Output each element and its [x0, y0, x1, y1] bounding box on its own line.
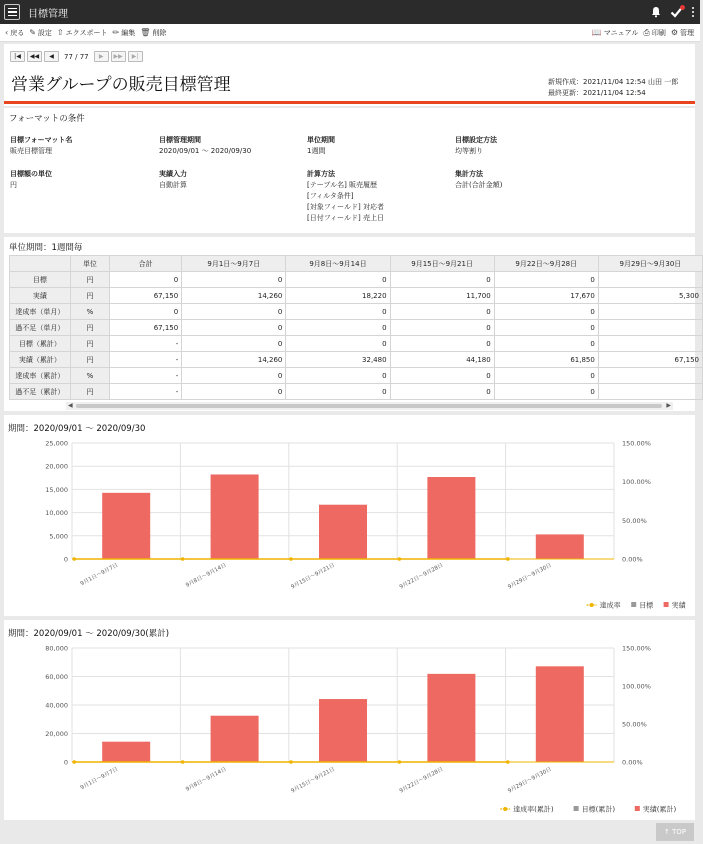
value-cell: 14,260 [182, 288, 286, 304]
column-header: 9月8日～9月14日 [286, 256, 390, 272]
cond-value: 自動計算 [159, 181, 187, 189]
legend-label: 目標(累計) [581, 805, 616, 814]
x-tick-label: 9月1日～9月7日 [79, 562, 120, 588]
prev-page-button[interactable]: ◀ [44, 51, 59, 62]
column-header: 9月22日～9月28日 [494, 256, 598, 272]
bar-actual [102, 493, 150, 559]
conditions-panel [4, 108, 695, 233]
table-row [10, 304, 703, 320]
value-cell: 0 [494, 384, 598, 400]
value-cell: 0 [390, 320, 494, 336]
column-header: 単位 [70, 256, 109, 272]
value-cell: 0 [110, 272, 182, 288]
table-row [10, 352, 703, 368]
chart-title: 期間：2020/09/01 ～ 2020/09/30 [8, 424, 146, 434]
value-cell: 0 [390, 304, 494, 320]
x-tick-label: 9月8日～9月14日 [184, 766, 228, 793]
back-to-top-button[interactable]: ↑ TOP [656, 823, 694, 841]
header-panel [4, 44, 695, 106]
arrow-up-icon: ↑ [663, 828, 673, 836]
legend-swatch [635, 806, 640, 811]
column-header [10, 256, 71, 272]
x-tick-label: 9月22日～9月28日 [398, 562, 445, 591]
bar-actual [211, 716, 259, 762]
cond-value: 1週間 [307, 147, 326, 155]
print-button[interactable]: ⎙ 印刷 [643, 27, 666, 37]
value-cell: 67,150 [110, 288, 182, 304]
bar-actual [427, 674, 475, 762]
next-10-button[interactable]: ▶▶ [111, 51, 126, 62]
y2-tick-label: 50.00% [622, 516, 647, 525]
delete-button[interactable]: 🗑 削除 [140, 28, 167, 37]
y-tick-label: 0 [63, 758, 68, 767]
updated-info: 最終更新：2021/11/04 12:54 [548, 89, 646, 97]
more-icon[interactable] [692, 7, 694, 17]
value-cell: 0 [182, 384, 286, 400]
cond-label: 目標設定方法 [455, 136, 497, 144]
value-cell: 0 [390, 336, 494, 352]
row-label: 過不足（単月） [10, 320, 71, 336]
value-cell: 0 [286, 304, 390, 320]
cond-label: 実績入力 [159, 170, 187, 178]
row-label: 達成率（単月） [10, 304, 71, 320]
bar-actual [536, 666, 584, 762]
back-button[interactable]: ‹ 戻る [5, 28, 25, 37]
value-cell [598, 320, 702, 336]
unit-cell: 円 [70, 272, 109, 288]
value-cell [598, 368, 702, 384]
row-label: 目標 [10, 272, 71, 288]
y-tick-label: 15,000 [45, 485, 68, 494]
next-page-button[interactable]: ▶ [94, 51, 109, 62]
table-row [10, 368, 703, 384]
column-header: 9月29日～9月30日 [598, 256, 702, 272]
row-label: 過不足（累計） [10, 384, 71, 400]
value-cell [598, 272, 702, 288]
row-label: 達成率（累計） [10, 368, 71, 384]
value-cell: 0 [182, 368, 286, 384]
y-tick-label: 80,000 [45, 644, 68, 653]
value-cell: 67,150 [110, 320, 182, 336]
cond-label: 目標額の単位 [10, 170, 52, 178]
export-button[interactable]: ⇧ エクスポート [56, 28, 108, 37]
bell-icon[interactable] [650, 6, 662, 18]
value-cell: 0 [286, 320, 390, 336]
weekly-chart [4, 415, 695, 616]
cond-value: 合計(合計金額) [455, 181, 503, 189]
legend-swatch-dot [503, 807, 507, 811]
toolbar [0, 24, 700, 42]
value-cell [598, 304, 702, 320]
bar-actual [319, 505, 367, 559]
admin-button[interactable]: ⚙ 管理 [670, 28, 694, 37]
value-cell: 67,150 [598, 352, 702, 368]
value-cell: - [110, 336, 182, 352]
y2-tick-label: 50.00% [622, 720, 647, 729]
value-cell: 0 [286, 368, 390, 384]
bar-actual [102, 742, 150, 762]
value-cell: - [110, 384, 182, 400]
table-row [10, 320, 703, 336]
cumulative-chart [4, 620, 695, 820]
value-cell: 0 [110, 304, 182, 320]
cond-value: 均等割り [455, 147, 483, 155]
unit-cell: 円 [70, 288, 109, 304]
y2-tick-label: 100.00% [622, 682, 651, 691]
wrench-icon: ✎ [29, 28, 36, 37]
unit-cell: 円 [70, 352, 109, 368]
prev-10-button[interactable]: ◀◀ [27, 51, 42, 62]
value-cell: 11,700 [390, 288, 494, 304]
value-cell: 61,850 [494, 352, 598, 368]
cond-value: [テーブル名] 販売履歴 [フィルタ条件] [対象フィールド] 対応者 [日付フィールド] 売上日 [307, 181, 384, 222]
conditions-title: フォーマットの条件 [9, 114, 85, 124]
trash-icon: 🗑 [140, 28, 151, 37]
printer-icon: ⎙ [643, 27, 650, 37]
table-panel [4, 237, 699, 411]
bar-actual [319, 699, 367, 762]
column-header: 合計 [110, 256, 182, 272]
notification-dot-icon [680, 5, 685, 10]
cond-label: 目標フォーマット名 [10, 136, 73, 144]
accent-divider [4, 101, 695, 104]
value-cell: 0 [494, 336, 598, 352]
last-page-button[interactable]: ▶| [128, 51, 143, 62]
row-label: 目標（累計） [10, 336, 71, 352]
x-tick-label: 9月15日～9月21日 [290, 562, 336, 591]
chart-panel-cumulative [4, 620, 695, 820]
value-cell: 0 [390, 368, 494, 384]
value-cell: 14,260 [182, 352, 286, 368]
y2-tick-label: 150.00% [622, 644, 651, 653]
y2-tick-label: 100.00% [622, 478, 651, 487]
book-icon: 📖 [591, 28, 602, 37]
page-title: 営業グループの販売目標管理 [11, 75, 231, 95]
title-bar [0, 0, 700, 24]
value-cell: - [110, 368, 182, 384]
value-cell: 0 [390, 384, 494, 400]
x-tick-label: 9月22日～9月28日 [398, 766, 445, 795]
scrollbar-thumb[interactable] [76, 404, 662, 408]
bar-actual [536, 534, 584, 559]
x-tick-label: 9月8日～9月14日 [184, 562, 228, 589]
table-header-row [10, 256, 703, 272]
pencil-icon: ✏ [112, 28, 120, 37]
legend-swatch [574, 806, 579, 811]
legend-label: 達成率 [599, 601, 621, 610]
chart-title: 期間：2020/09/01 ～ 2020/09/30(累計) [8, 629, 170, 639]
scroll-right-icon[interactable]: ▶ [666, 402, 671, 409]
legend-swatch [664, 602, 669, 607]
cond-value: 2020/09/01 ～ 2020/09/30 [159, 147, 252, 155]
first-page-button[interactable]: |◀ [10, 51, 25, 62]
task-check-icon[interactable] [670, 5, 684, 19]
created-info: 新規作成：2021/11/04 12:54 山田 一郎 [548, 78, 679, 86]
value-cell: 0 [182, 320, 286, 336]
cond-label: 集計方法 [455, 170, 483, 178]
bar-actual [211, 474, 259, 559]
table-row [10, 384, 703, 400]
value-cell: 5,300 [598, 288, 702, 304]
settings-button[interactable]: ✎ 設定 [29, 28, 52, 37]
row-label: 実績 [10, 288, 71, 304]
table-row [10, 272, 703, 288]
gear-icon: ⚙ [670, 28, 678, 37]
value-cell: 0 [494, 368, 598, 384]
value-cell: 44,180 [390, 352, 494, 368]
legend-label: 目標 [639, 601, 654, 610]
scroll-left-icon[interactable]: ◀ [68, 402, 73, 409]
bar-actual [427, 477, 475, 559]
cond-label: 計算方法 [307, 170, 335, 178]
value-cell: 0 [182, 336, 286, 352]
cond-label: 目標管理期間 [159, 136, 201, 144]
value-cell: 0 [494, 320, 598, 336]
y-tick-label: 60,000 [45, 673, 68, 681]
y-tick-label: 40,000 [45, 701, 68, 710]
x-tick-label: 9月15日～9月21日 [290, 766, 336, 795]
horizontal-scrollbar[interactable] [66, 402, 673, 410]
menu-icon[interactable] [4, 4, 20, 20]
unit-cell: % [70, 304, 109, 320]
page-counter: 77 / 77 [64, 52, 89, 61]
legend-swatch [631, 602, 636, 607]
value-cell: 0 [390, 272, 494, 288]
table-title: 単位期間：1週間毎 [9, 243, 83, 253]
data-table-viewport [9, 255, 699, 403]
legend-label: 達成率(累計) [513, 805, 554, 814]
pager [10, 51, 143, 62]
value-cell [598, 384, 702, 400]
y-tick-label: 0 [63, 555, 68, 564]
goal-table [9, 255, 703, 400]
value-cell: 0 [286, 272, 390, 288]
y-tick-label: 10,000 [45, 509, 68, 518]
y-tick-label: 5,000 [49, 532, 68, 541]
value-cell: 0 [286, 384, 390, 400]
value-cell [598, 336, 702, 352]
y2-tick-label: 0.00% [622, 555, 643, 564]
unit-cell: 円 [70, 384, 109, 400]
x-tick-label: 9月29日～9月30日 [507, 766, 553, 795]
x-tick-label: 9月1日～9月7日 [79, 766, 120, 792]
unit-cell: 円 [70, 336, 109, 352]
value-cell: 17,670 [494, 288, 598, 304]
y-tick-label: 20,000 [45, 730, 68, 738]
table-row [10, 288, 703, 304]
column-header: 9月15日～9月21日 [390, 256, 494, 272]
y-tick-label: 25,000 [45, 439, 68, 448]
legend-label: 実績 [671, 601, 686, 610]
value-cell: 0 [494, 304, 598, 320]
table-row [10, 336, 703, 352]
upload-icon: ⇧ [56, 28, 64, 37]
record-meta [548, 77, 678, 99]
cond-label: 単位期間 [307, 136, 335, 144]
y2-tick-label: 150.00% [622, 439, 651, 448]
legend-swatch-dot [590, 603, 594, 607]
edit-button[interactable]: ✏ 編集 [112, 28, 136, 37]
value-cell: 32,480 [286, 352, 390, 368]
value-cell: 0 [494, 272, 598, 288]
value-cell: - [110, 352, 182, 368]
y-tick-label: 20,000 [45, 462, 68, 471]
chart-panel-weekly [4, 415, 695, 616]
row-label: 実績（累計） [10, 352, 71, 368]
column-header: 9月1日～9月7日 [182, 256, 286, 272]
value-cell: 0 [286, 336, 390, 352]
chevron-left-icon: ‹ [5, 28, 9, 37]
legend-label: 実績(累計) [642, 805, 677, 814]
value-cell: 18,220 [286, 288, 390, 304]
unit-cell: % [70, 368, 109, 384]
y2-tick-label: 0.00% [622, 758, 643, 767]
cond-value: 販売目標管理 [10, 147, 52, 155]
value-cell: 0 [182, 304, 286, 320]
x-tick-label: 9月29日～9月30日 [507, 562, 553, 591]
value-cell: 0 [182, 272, 286, 288]
unit-cell: 円 [70, 320, 109, 336]
app-title: 目標管理 [28, 8, 68, 20]
cond-value: 円 [10, 181, 17, 189]
manual-button[interactable]: 📖 マニュアル [591, 28, 639, 37]
